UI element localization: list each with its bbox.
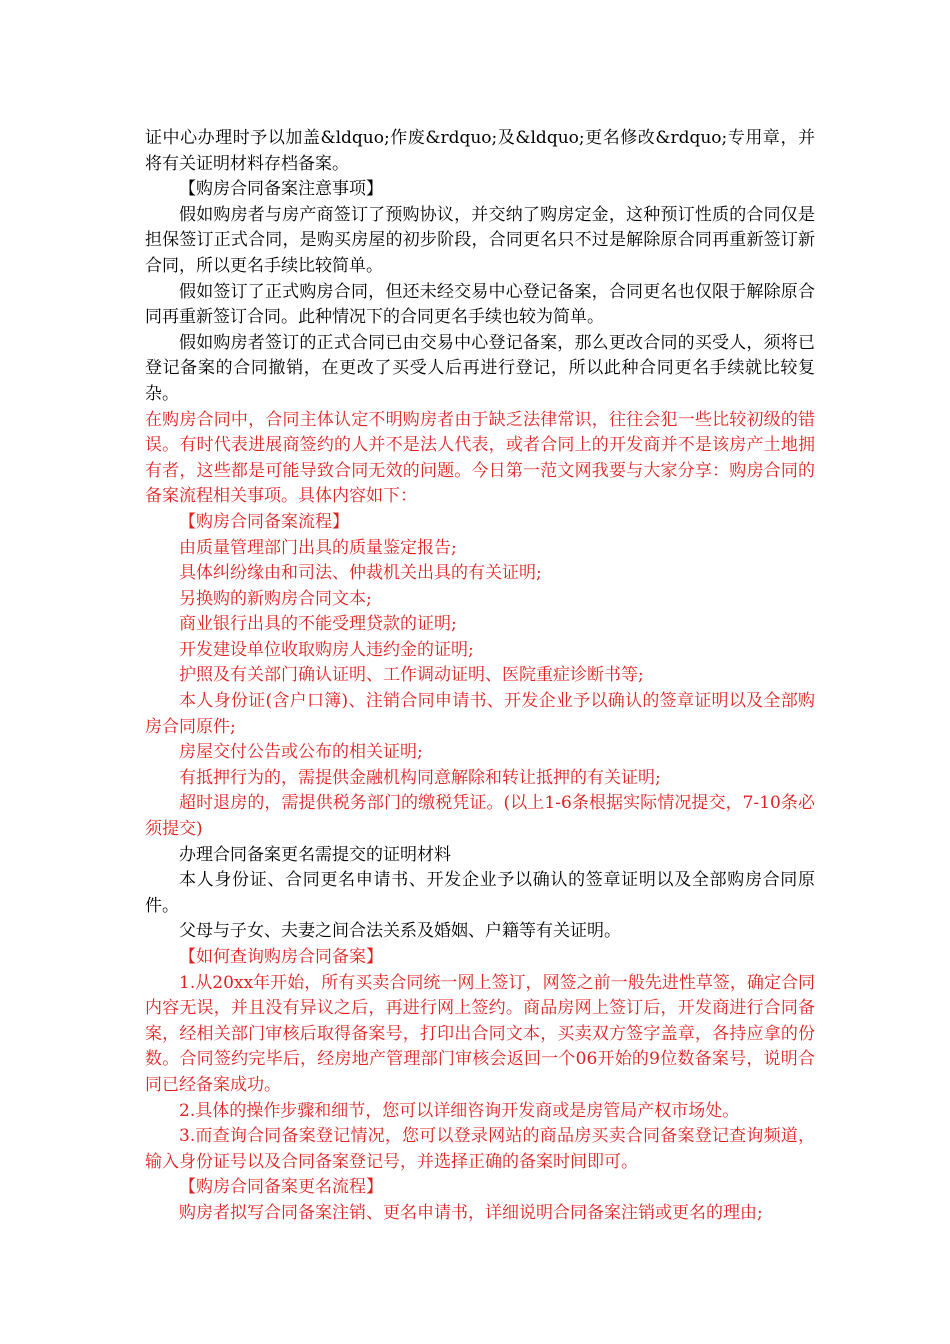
list-item: 有抵押行为的，需提供金融机构同意解除和转让抵押的有关证明; [179, 767, 661, 788]
list-item: 本人身份证(含户口簿)、注销合同申请书、开发企业予以确认的签章证明以及全部购房合同原件; [145, 691, 815, 737]
paragraph: 证中心办理时予以加盖&ldquo;作废&rdquo;及&ldquo;更名修改&rdquo;专用章，并将有关证明材料存档备案。 [145, 128, 815, 174]
list-item: 开发建设单位收取购房人违约金的证明; [179, 639, 474, 660]
subheading: 办理合同备案更名需提交的证明材料 [179, 844, 451, 865]
list-item: 商业银行出具的不能受理贷款的证明; [179, 614, 457, 635]
section-heading: 【如何查询购房合同备案】 [179, 947, 383, 967]
paragraph: 假如签订了正式购房合同，但还未经交易中心登记备案，合同更名也仅限于解除原合同再重新签订合同。此种情况下的合同更名手续也较为简单。 [145, 281, 815, 328]
intro-paragraph: 在购房合同中，合同主体认定不明购房者由于缺乏法律常识，往往会犯一些比较初级的错误。有时代表进展商签约的人并不是法人代表，或者合同上的开发商并不是该房产土地拥有者，这些都是可能导致合同无效的问题。今日第一范文网我要与大家分享：购房合同的备案流程相关事项。具体内容如下： [145, 409, 815, 507]
paragraph: 假如购房者签订的正式合同已由交易中心登记备案，那么更改合同的买受人，须将已登记备案的合同撤销，在更改了买受人后再进行登记，所以此种合同更名手续就比较复杂。 [145, 332, 815, 404]
list-item: 另换购的新购房合同文本; [179, 588, 372, 609]
list-item: 由质量管理部门出具的质量鉴定报告; [179, 537, 457, 558]
paragraph: 3.而查询合同备案登记情况，您可以登录网站的商品房买卖合同备案登记查询频道，输入身份证号以及合同备案登记号，并选择正确的备案时间即可。 [145, 1126, 815, 1172]
paragraph: 2.具体的操作步骤和细节，您可以详细咨询开发商或是房管局产权市场处。 [179, 1100, 740, 1121]
section-heading: 【购房合同备案更名流程】 [179, 1177, 383, 1198]
paragraph: 假如购房者与房产商签订了预购协议，并交纳了购房定金，这种预订性质的合同仅是担保签订正式合同，是购买房屋的初步阶段，合同更名只不过是解除原合同再重新签订新合同，所以更名手续比较简单。 [145, 204, 815, 276]
paragraph: 1.从20xx年开始，所有买卖合同统一网上签订，网签之前一般先进性草签，确定合同内容无误，并且没有异议之后，再进行网上签约。商品房网上签订后，开发商进行合同备案，经相关部门审核后取得备案号，打印出合同文本，买卖双方签字盖章，各持应拿的份数。合同签约完毕后，经房地产管理部门审核会返回一个06开始的9位数备案号，说明合同已经备案成功。 [145, 972, 815, 1095]
list-item: 超时退房的，需提供税务部门的缴税凭证。(以上1-6条根据实际情况提交，7-10条必须提交) [145, 793, 815, 840]
list-item: 本人身份证、合同更名申请书、开发企业予以确认的签章证明以及全部购房合同原件。 [145, 870, 815, 916]
document-body [145, 126, 815, 1227]
list-item: 父母与子女、夫妻之间合法关系及婚姻、户籍等有关证明。 [179, 921, 621, 942]
paragraph: 购房者拟写合同备案注销、更名申请书，详细说明合同备案注销或更名的理由; [179, 1202, 763, 1223]
section-heading: 【购房合同备案流程】 [179, 511, 349, 532]
list-item: 护照及有关部门确认证明、工作调动证明、医院重症诊断书等; [179, 665, 644, 686]
list-item: 具体纠纷缘由和司法、仲裁机关出具的有关证明; [179, 563, 542, 584]
list-item: 房屋交付公告或公布的相关证明; [179, 742, 423, 763]
section-heading: 【购房合同备案注意事项】 [179, 179, 383, 200]
